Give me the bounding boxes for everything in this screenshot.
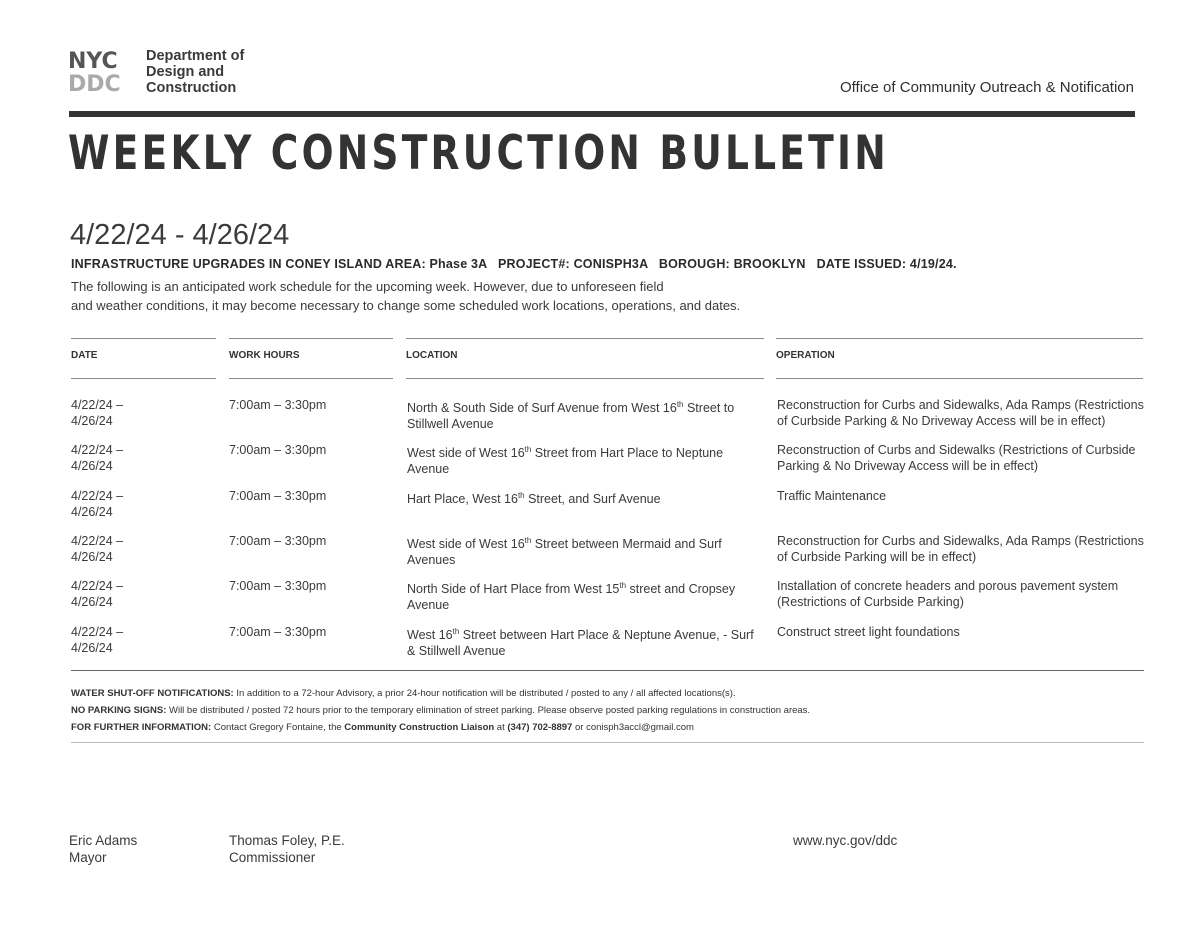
parking-notice <box>71 702 810 719</box>
row-location <box>407 533 762 568</box>
water-notice <box>71 685 810 702</box>
header-rule-bottom <box>229 378 393 379</box>
intro-text <box>71 277 740 315</box>
row-location <box>407 442 762 477</box>
parking-notice-label: NO PARKING SIGNS: <box>71 705 167 716</box>
date-end: 4/26/24 <box>71 550 113 564</box>
date-start: 4/22/24 – <box>71 489 124 503</box>
row-hours: 7:00am – 3:30pm <box>229 534 327 548</box>
date-end: 4/26/24 <box>71 641 113 655</box>
row-hours: 7:00am – 3:30pm <box>229 625 327 639</box>
location-text: Street between Mermaid and Surf Avenues <box>407 537 722 568</box>
mayor-name: Eric Adams <box>69 833 138 848</box>
row-date <box>71 442 201 474</box>
date-start: 4/22/24 – <box>71 398 124 412</box>
date-end: 4/26/24 <box>71 595 113 609</box>
notes-bottom-rule <box>71 742 1144 743</box>
date-end: 4/26/24 <box>71 459 113 473</box>
nyc-ddc-logo <box>68 47 138 93</box>
ordinal-suffix: th <box>452 627 460 636</box>
location-text: street and Cropsey Avenue <box>407 582 736 613</box>
location-text: Street, and Surf Avenue <box>524 492 661 507</box>
project-info: INFRASTRUCTURE UPGRADES IN CONEY ISLAND AREA: Phase 3A PROJECT#: CONISPH3A BOROUGH: BROOKLYN DATE ISSUED: 4/19/24. <box>71 257 957 271</box>
location-text: North & South Side of Surf Avenue from West 16 <box>407 401 677 416</box>
agency-line-1: Department of <box>146 48 245 64</box>
ordinal-suffix: th <box>619 581 627 590</box>
row-date <box>71 578 201 610</box>
row-location <box>407 578 762 613</box>
location-text: Street to Stillwell Avenue <box>407 401 735 432</box>
date-range: 4/22/24 - 4/26/24 <box>70 219 290 251</box>
location-text: North Side of Hart Place from West 15 <box>407 582 620 597</box>
row-operation: Installation of concrete headers and porous pavement system (Restrictions of Curbside Parking) <box>777 579 1119 609</box>
mayor-block <box>69 832 137 866</box>
bulletin-title: WEEKLY CONSTRUCTION BULLETIN <box>68 126 889 181</box>
ordinal-suffix: th <box>524 445 532 454</box>
ordinal-suffix: th <box>524 536 532 545</box>
header-divider <box>69 111 1135 117</box>
header-rule-top <box>71 338 216 339</box>
row-location <box>407 488 762 507</box>
row-date <box>71 397 201 429</box>
date-start: 4/22/24 – <box>71 579 124 593</box>
logo-nyc-mark: NYC <box>68 49 118 74</box>
date-start: 4/22/24 – <box>71 534 124 548</box>
date-end: 4/26/24 <box>71 414 113 428</box>
row-date <box>71 533 201 565</box>
row-date <box>71 624 201 656</box>
ordinal-suffix: th <box>676 400 684 409</box>
date-start: 4/22/24 – <box>71 443 124 457</box>
agency-line-3: Construction <box>146 80 237 96</box>
agency-name <box>146 48 244 96</box>
info-notice <box>71 719 810 736</box>
header-rule-bottom <box>776 378 1143 379</box>
intro-line-2: and weather conditions, it may become necessary to change some scheduled work locations, operations, and dates. <box>71 298 741 313</box>
location-text: Street from Hart Place to Neptune Avenue <box>407 446 724 477</box>
website-link[interactable]: www.nyc.gov/ddc <box>793 833 898 848</box>
location-text: West 16 <box>407 628 453 643</box>
commissioner-title: Commissioner <box>229 850 316 865</box>
header-rule-bottom <box>406 378 764 379</box>
info-text: Contact Gregory Fontaine, the <box>211 722 345 733</box>
date-start: 4/22/24 – <box>71 625 124 639</box>
row-hours: 7:00am – 3:30pm <box>229 443 327 457</box>
row-location <box>407 624 762 659</box>
row-operation: Traffic Maintenance <box>777 489 887 503</box>
info-notice-label: FOR FURTHER INFORMATION: <box>71 722 212 733</box>
location-text: Street between Hart Place & Neptune Avenue, - Surf & Stillwell Avenue <box>407 628 754 659</box>
location-text: West side of West 16 <box>407 446 525 461</box>
agency-line-2: Design and <box>146 64 225 80</box>
column-header-location: LOCATION <box>406 350 458 361</box>
row-operation: Reconstruction of Curbs and Sidewalks (Restrictions of Curbside Parking & No Driveway Access will be in effect) <box>777 443 1136 473</box>
header-rule-bottom <box>71 378 216 379</box>
header-rule-top <box>229 338 393 339</box>
water-notice-label: WATER SHUT-OFF NOTIFICATIONS: <box>71 688 234 699</box>
table-bottom-rule <box>71 670 1144 671</box>
header-rule-top <box>406 338 764 339</box>
commissioner-name: Thomas Foley, P.E. <box>229 833 345 848</box>
row-date <box>71 488 201 520</box>
date-end: 4/26/24 <box>71 505 113 519</box>
row-hours: 7:00am – 3:30pm <box>229 398 327 412</box>
column-header-date: DATE <box>71 350 98 361</box>
commissioner-block <box>229 832 345 866</box>
notices <box>71 685 810 736</box>
parking-notice-text: Will be distributed / posted 72 hours prior to the temporary elimination of street parking. Please observe posted parking regulations in construction areas. <box>166 705 811 716</box>
ordinal-suffix: th <box>517 491 525 500</box>
column-header-hours: WORK HOURS <box>229 350 300 361</box>
row-hours: 7:00am – 3:30pm <box>229 489 327 503</box>
liaison-phone: (347) 702-8897 <box>507 722 573 733</box>
info-text: at <box>494 722 508 733</box>
intro-line-1: The following is an anticipated work schedule for the upcoming week. However, due to unforeseen field <box>71 279 664 294</box>
location-text: Hart Place, West 16 <box>407 492 518 507</box>
mayor-title: Mayor <box>69 850 107 865</box>
location-text: West side of West 16 <box>407 537 525 552</box>
row-operation: Reconstruction for Curbs and Sidewalks, Ada Ramps (Restrictions of Curbside Parking will be in effect) <box>777 534 1144 564</box>
water-notice-text: In addition to a 72-hour Advisory, a prior 24-hour notification will be distributed / posted to any / all affected locations(s). <box>233 688 736 699</box>
logo-ddc-mark: DDC <box>68 72 121 93</box>
column-header-operation: OPERATION <box>776 350 835 361</box>
office-name: Office of Community Outreach & Notification <box>839 79 1134 96</box>
row-operation: Reconstruction for Curbs and Sidewalks, Ada Ramps (Restrictions of Curbside Parking & No Driveway Access will be in effect) <box>777 398 1144 428</box>
row-operation: Construct street light foundations <box>777 625 960 639</box>
row-location <box>407 397 762 432</box>
liaison-title: Community Construction Liaison <box>344 722 495 733</box>
row-hours: 7:00am – 3:30pm <box>229 579 327 593</box>
header-rule-top <box>776 338 1143 339</box>
liaison-email: or conisph3accl@gmail.com <box>572 722 694 733</box>
